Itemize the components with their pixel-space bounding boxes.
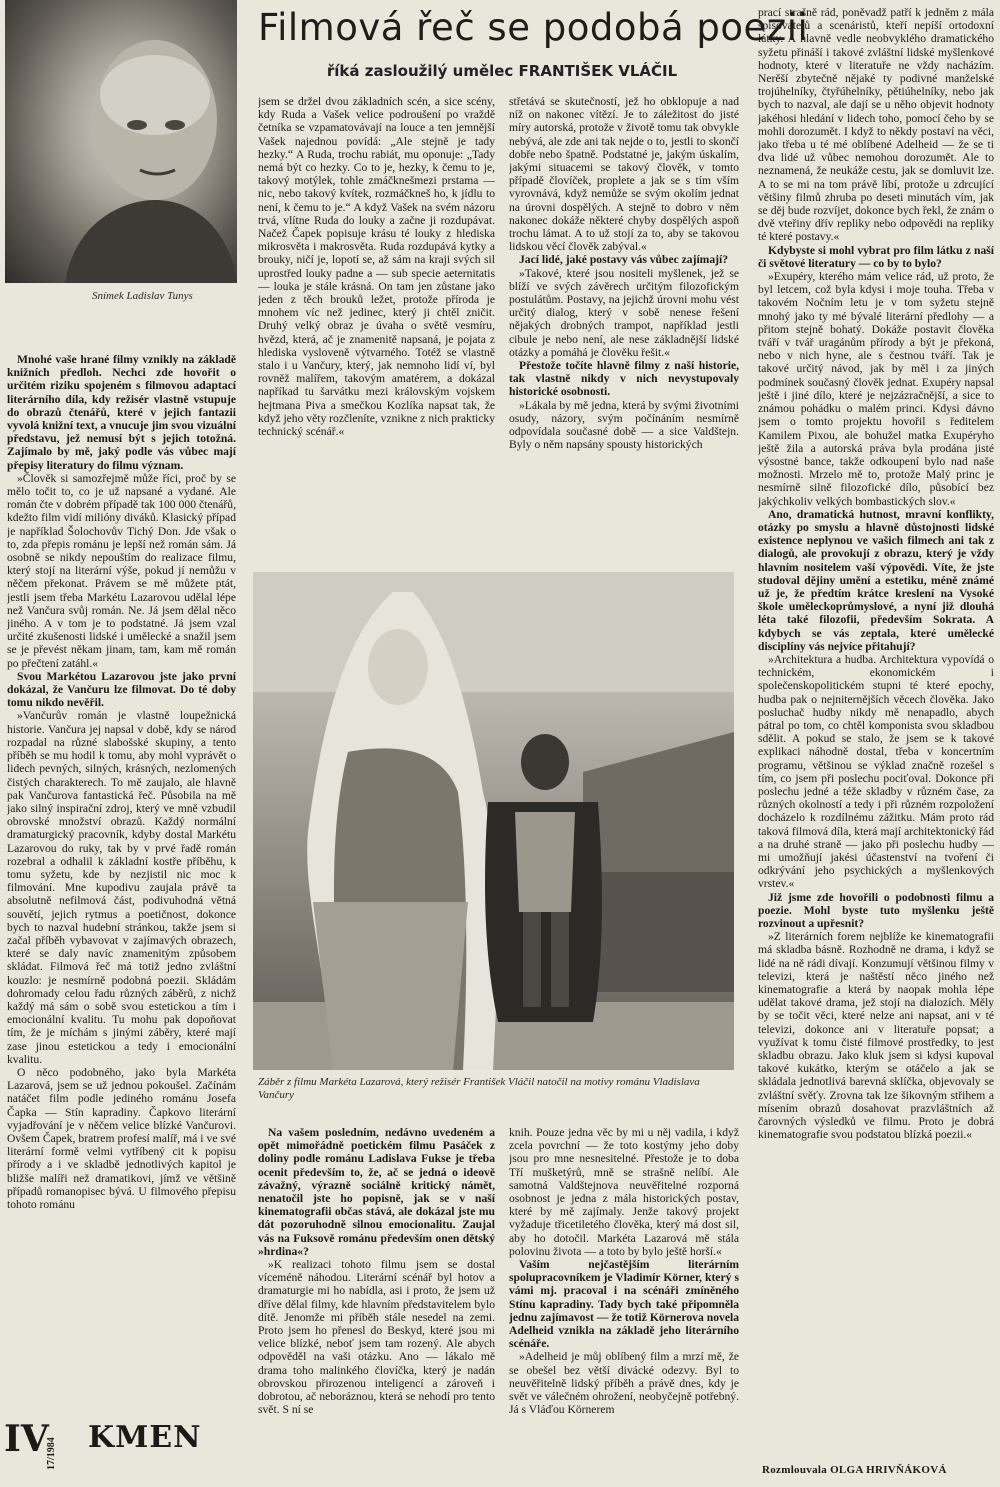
question: Kdybyste si mohl vybrat pro film látku z naší či světové literatury — co by to bylo?	[758, 243, 994, 270]
answer: »Adelheid je můj oblíbený film a mrzí mě, že se obešel bez větší divácké odezvy. Byl to neuvěřitelně lidský příběh a právě dnes, kdy je svět ve válečném ohrožení, neobyčejně potřebný. Já s Vláďou Körnerem	[509, 1350, 739, 1417]
subheadline: říká zasloužilý umělec FRANTIŠEK VLÁČIL	[326, 62, 678, 80]
answer: »Exupéry, kterého mám velice rád, už proto, že byl letcem, což byla kdysi i moje touha. Třeba v takovém Nočním letu je v tom syžetu stejně mnohý jako ty mé bývalé literární předlohy — a přitom stejně bohatý. Dokáže postavit člověka tváří v tvář uragánům přírody a být je překoná, nebo v nich hyne, ale s čestnou tváří. Tak je takové určitý návod, jak by měl i za jiných podmínek současný člověk jednat. Exupéry napsal ještě i jiné dílo, které je nejzázračnější, a sice to známou pohádku o malém princi. Kdysi dávno jsem o tomto projektu hovořil s ředitelem Kamilem Pixou, ale bohužel matka Exupéryho ještě žila a autorská práva byla prodána jisté výsostné bance, takže odkoupení bylo nad naše možnosti. Mrzelo mě to, protože Malý princ je nesmírně silně filozofické dílo, působící bez jakýchkoliv velkých bombastických slov.«	[758, 270, 994, 508]
answer: prací strašně rád, poněvadž patří k jedněm z mála spisovatelů a scenáristů, kteří nepíší ortodoxní látky. A hlavně vedle neobvyklého dramatického syžetu přináší i takové zvláštní lidské myšlenkové hodnoty, které v literatuře ne vždy nacházím. Nerěší zbytečně nějaké ty podivné manželské trojúhelníky, čtyřúhelníky, pětiúhelníky, nebo jak bych to nazval, ale dají se u něho objevit hodnoty jakéhosi hledání v lidech toho, pomocí čeho by se mohli dorozumět. I když to někdy postaví na věci, jako třeba u té mé oblíbené Adelheid — že se ti dva lidé už vůbec nemohou dorozumět. Ale to neznamená, že neukáže cestu, jak se domluvit lze. A to se mi na tom právě líbí, protože u zdrcující většiny filmů zhruba po deseti minutách vím, jak se děj bude rozvíjet, dokonce bych řekl, že znám o dvě vteřiny dřív repliky nebo odpovědi na repliky té které postavy.«	[758, 6, 994, 244]
column-4	[758, 6, 994, 1451]
photo-credit: Snímek Ladislav Tunys	[92, 290, 193, 302]
column-3	[509, 95, 739, 560]
column-3-lower	[509, 1126, 739, 1476]
answer: »Architektura a hudba. Architektura vypovídá o technickém, ekonomickém i společenskopolitickém stupni té které epochy, hudba pak o nejniternějších věcech člověka. Jako posluchač hudby nikdy mě nenapadlo, abych pátral po tom, co chtěl komponista svou skladbou sdělit. A pokud se stalo, že jsem se k takové explikaci náhodně dostal, třeba v koncertním programu, většinou se výklad značně rozešel s tím, co jsem při poslechu pociťoval. Dokonce při poslechu jedné a téže skladby v různém čase, za různých okolností a tedy i při různém rozpoložení docházelo k rozdílnému zážitku. Mám proto rád taková filmová díla, která mají architektonický řád a na druhé straně — jako při poslechu hudby — mi umožňují jakési účastenství na tvoření či odkrývání jeho psychických a myšlenkových vrstev.«	[758, 652, 994, 891]
answer: střetává se skutečností, jež ho obklopuje a nad níž on nakonec vítězí. Je to záležitost do jisté míry autorská, protože v životě tomu tak obvykle nebývá, ale zde ani tak nejde o to, jestli to skončí dobře nebo špatně. Podstatné je, jakým úskalím, jakými situacemi se takový člověk, v tomto případě človíček, proplete a jak se s tím vším vyrovnává, když nemůže se svým okolím jednat na úrovni dospělých. A stejně to dobro v něm nakonec dokáže některé chyby dospělých aspoň trochu lámat. A to už stojí za to, aby se takovou lidskou věcí člověk zabýval.«	[509, 95, 739, 254]
question: Ano, dramatická hutnost, mravní konflikty, otázky po smyslu a hlavně důstojnosti lidské existence neplynou ve vašich filmech ani tak z dialogů, ale provokují z obrazu, který je vždy hlavním nositelem vaší výpovědi. Víte, že jste studoval dějiny umění a estetiku, méně známé už je, že předtím krátce kreslení na Vysoké škole uměleckoprůmyslové, a nyní již dlouhá léta také filozofii, především Sokrata. A kdybych se vás zeptala, které umělecké disciplíny vás nejvíce přitahují?	[758, 507, 994, 653]
answer: »Z literárních forem nejblíže ke kinematografii má skladba básně. Rozhodně ne drama, i když se lidé na ně rádi dívají. Konzumují většinou filmy v televizi, která je naštěstí něco jiného než kinematografie a která by naopak mohla lépe udělat takové drama, jež stojí na dialozích. Měly by se točit věci, které nelze ani napsat, ani v té televizi, dokonce ani v literatuře popsat; a využívat k tomu čisté filmové prostředky, to jest skladbu obrazu. Jako kluk jsem si kdysi kupoval takové kukátko, kterým se otáčelo a jak se skládala jednotlivá barevná sklíčka, objevovaly se zvláštní svěťy. Zrovna tak lze šikovným střihem a mísením obrazů dosahovat prazvláštních až čarovných výsledků ve filmu. Proto je dobrá kinematografie svou podstatou blízká poezii.«	[758, 930, 994, 1142]
question: Mnohé vaše hrané filmy vznikly na základě knižních předloh. Nechci zde hovořit o určitém riziku spojeném s filmovou adaptací literárního díla, kdy režisér vlastně vstupuje do obrazů čtenářů, které v jejich fantazii vyvolá knižní text, a vnucuje jim svou vizuální představu, jež nemusí být s jejich totožná. Zajímalo by mě, jaký podle vás vůbec mají přepisy literatury do filmu význam.	[7, 353, 236, 472]
interviewer-credit: Rozmlouvala OLGA HRIVŇÁKOVÁ	[762, 1464, 947, 1476]
question: Na vašem posledním, nedávno uvedeném a opět mimořádně poetickém filmu Pasáček z doliny podle románu Ladislava Fukse je třeba ocenit především to, že, ač se jedná o ideově závažný, výrazně sociálně kritický námět, nenatočil jste ho popisně, jak se v naší kinematografii občas stává, ale dokázal jste mu dát pozoruhodně silnou emocionalitu. Zaujal vás na Fuksově románu především onen dětský »hrdina«?	[258, 1126, 495, 1258]
answer: knih. Pouze jedna věc by mi u něj vadila, i když zcela povrchní — že toto kostýmy jeho doby jsou pro mne nesnesitelné. Přestože je to doba Tří mušketýrů, mně se strašně nelíbí. Ale samotná Valdštejnova neuvěřitelné rozporná osobnost je jedna z mála historických postav, které by mě zajímaly. Jenže takový projekt vyžaduje třicetiletého člověka, který má dost sil, aby ho dotočil. Markéta Lazarová mě stála polovinu života — a toto by bylo ještě horší.«	[509, 1126, 739, 1258]
film-still-caption: Záběr z filmu Markéta Lazarová, který režisér František Vláčil natočil na motivy románu Vladislava Vančury	[258, 1076, 700, 1101]
answer: »K realizaci tohoto filmu jsem se dostal víceméně náhodou. Literární scénář byl hotov a dramaturgie mi ho nabídla, asi i proto, že jsem už dříve dělal filmy, kde hlavním představitelem bylo dítě. Jenomže mi příběh stále nesedel na zemi. Proto jsem ho přenesl do Beskyd, které jsou mi velice blízké, neboť jsem tam rozený. Ale abych odpověděl na vaši otázku. Ano — lákalo mě drama toho malinkého človíčka, který je nadán obrovskou přirozenou inteligencí a zároveň i dobrotou, ač neboráznou, která se nehodí pro tento svět. S ní se	[258, 1258, 495, 1417]
portrait-image	[5, 0, 237, 283]
page-number: IV	[4, 1418, 49, 1460]
question: Svou Markétou Lazarovou jste jako první dokázal, že Vančuru lze filmovat. Do té doby tomu nikdo nevěřil.	[7, 669, 236, 710]
issue-number: 17/1984	[46, 1437, 57, 1470]
portrait-photo	[5, 0, 237, 283]
answer: »Takové, které jsou nositeli myšlenek, jež se blíží ve svých závěrech určitým filozofickým postulátům. Postavy, na jejichž úrovni mohu vést určitý dialog, který v sobě nenese řešení nějakých drobných trampot, například jestli cibule je nebo není, ale nese základnější lidské otázky a pomáhá je člověku řešit.«	[509, 266, 739, 359]
column-2-lower	[258, 1126, 495, 1476]
answer: »Člověk si samozřejmě může říci, proč by se mělo točit to, co je už napsané a vydané. Ale román čte v dobrém případě tak 100 000 čtenářů, kdežto film vidí milióny diváků. Klasický případ je například Šolochovův Tichý Don. Jde však o to, zda přepis románu je lepší než román sám. Já osobně se nikdy nepouštím do realizace filmu, který stojí na literární výše, pokud jí nemůžu v něčem překonat. Právem se mě můžete ptát, jestli jsem třeba Markétu Lazarovou udělal lépe než Vančura svůj román. Ne. Já jsem dělal něco jiného. A v tom je to podstatné. Já jsem vzal určité zkušenosti lidské i umělecké a snažil jsem se je převést někam jinam, tam, kam mě román po přečtení zatáhl.«	[7, 471, 236, 670]
question: Již jsme zde hovořili o podobnosti filmu a poezie. Mohl byste tuto myšlenku ještě rozvinout a upřesnit?	[758, 890, 994, 931]
question: Vaším nejčastějším literárním spolupracovníkem je Vladimír Körner, který s vámi mj. pracoval i na scénáři zmíněného Stínu kapradiny. Tady bych také připomněla jednu zajímavost — že totiž Körnerova novela Adelheid vznikla na základě jeho literárního scénáře.	[509, 1258, 739, 1351]
answer: »Vančurův román je vlastně loupežnická historie. Vančura jej napsal v době, kdy se národ rozpadal na různé slabošské skupiny, a tento příběh se mu hodil k tomu, aby mohl vyprávět o lidech pevných, silných, krásných, nezlomených čistých charakterech. To mě zaujalo, ale hlavně pak Vančurova fantastická řeč. Působila na mě jako silný inspirační zdroj, který ve mně vzbudil obrovské množství obrazů. Každý normální dramaturgický pracovník, kdyby dostal Markétu Lazarovou do ruky, tak by v prvé řadě román rozebral a odhalil k základní kostře příběhu, k tomu syžetu, kde by nezjistil nic moc k filmování. Mne kupodivu zaujala právě ta absolutně nefilmová část, podivuhodná větná souvětí, jejich rytmus a poetičnost, dokonce bych to nazval hudební stránkou, takže jsem si začal příběh vybavovat v zajímavých obrazech, které se daly navíc znamenitým způsobem skládat. Filmová řeč má totiž jedno zvláštní kouzlo: je nesmírně podobná poezii. Skládám dohromady celou řadu různých záběrů, z nichž každý má sám o sobě svou estetickou a tím i emocionální kvalitu. Tu mohu pak dopoňovat tím, že je míchám s jinými záběry, které mají zase jinou estetickou a tedy i emocionální kvalitu.	[7, 709, 236, 1066]
answer: jsem se držel dvou základních scén, a sice scény, kdy Ruda a Vašek velice podroušení po vraždě četníka se vzpamatovávají na louce a ten jemnější Vašek najednou povídá: „Ale stejně je tady hezky.“ A Ruda, trochu rabiát, mu oponuje: „Tady nemá být co hezky. Co to je, hezky, k čemu to je, takový motýlek, tohle zmáčknešmezi prstama — nic, nebo takový kvítek, rozmáčkneš ho, k jídlu to není, k čemu to je.“ A když Vašek na svém názoru trvá, vlítne Ruda do louky a začne ji rozdupávat. Načež Čapek popisuje krásu té louky z hlediska mikrosvěta i makrosvěta. Ruda rozdupává kytky a brouky, ničí je, lopotí se, až sám na kraji svých sil uprostřed louky padne a — sub specie aeternitatis — louka je stále krásná. On tam jen zůstane jako jeden z těch brouků ležet, protože příroda je mnohem víc než jedinec, který ji chtěl zničit. Druhý velký obraz je úvaha o světě vesmíru, hvězd, která, ač je znamenitě napsaná, je pojata z hlediska vysloveně výtvarného. Totéž se vlastně stalo i u Vančury, který, jak nemnoho lidí ví, byl rovněž malířem, takovým amatérem, a dokázal napříkad tu šarvátku mezi královským vojskem hejtmana Piva a smečkou Kozlíka napsat tak, že když jeho věty rozčleníte, vznikne z nich prakticky technický scénář.«	[258, 95, 495, 439]
column-2	[258, 95, 495, 560]
magazine-logo: KMEN	[88, 1420, 202, 1455]
headline: Filmová řeč se podobá poezii	[258, 6, 809, 49]
column-1	[7, 353, 236, 1413]
film-still-photo	[253, 572, 734, 1070]
answer: O něco podobného, jako byla Markéta Lazarová, jsem se už jednou pokoušel. Začínám natáčet film podle jediného románu Josefa Čapka — Stín kapradiny. Čapkovo literární vyjadřování je v něčem velice blízké Vančurovi. Ovšem Čapek, bratrem profesí malíř, má i ve své literární formě velmi vytříbený cit k popisu přírody a i ve skladbě jednotlivých kapitol je bližše malíři než dramatikovi, jímž ve většině případů romanopisec bývá. U filmového přepisu tohoto románu	[7, 1065, 236, 1211]
film-still-image	[253, 572, 734, 1070]
answer: »Lákala by mě jedna, která by svými životními osudy, názory, svým počínáním nesmírně odpovídala současné době — a sice Valdštejn. Byly o něm napsány spousty historických	[509, 398, 739, 452]
question: Jací lidé, jaké postavy vás vůbec zajímají?	[519, 253, 728, 267]
question: Přestože točíte hlavně filmy z naší historie, tak vlastně nikdy v nich nevystupovaly historické osobnosti.	[509, 359, 739, 399]
